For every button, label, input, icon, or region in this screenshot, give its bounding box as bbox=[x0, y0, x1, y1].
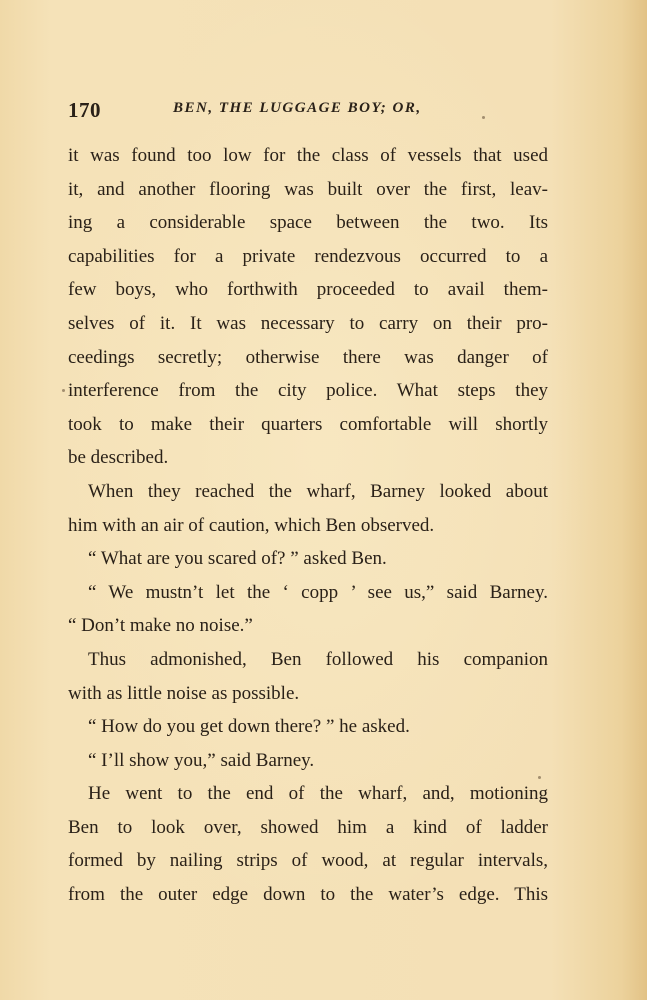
text-line: “ What are you scared of? ” asked Ben. bbox=[88, 548, 387, 570]
text-line: it was found too low for the class of vessels that used bbox=[68, 145, 548, 166]
text-line: selves of it. It was necessary to carry on their pro- bbox=[68, 312, 548, 334]
text-line: Ben to look over, showed him a kind of ladder bbox=[68, 816, 548, 838]
paper-speck bbox=[538, 776, 541, 779]
text-line: with as little noise as possible. bbox=[68, 682, 300, 704]
text-line: from the outer edge down to the water’s edge. This bbox=[68, 884, 548, 906]
text-line: took to make their quarters comfortable will shortly bbox=[68, 413, 548, 435]
text-line: ing a considerable space between the two. Its bbox=[68, 212, 548, 234]
text-line: Thus admonished, Ben followed his companion bbox=[88, 648, 548, 670]
text-line: it, and another flooring was built over the first, leav- bbox=[68, 178, 548, 200]
text-line: formed by nailing strips of wood, at regular intervals, bbox=[68, 850, 548, 872]
text-line: ceedings secretly; otherwise there was danger of bbox=[68, 346, 548, 368]
text-line: interference from the city police. What steps they bbox=[68, 380, 548, 402]
page-number: 170 bbox=[68, 98, 101, 122]
text-line: “ We mustn’t let the ‘ copp ’ see us,” said Barney. bbox=[88, 581, 548, 603]
text-line: “ Don’t make no noise.” bbox=[68, 615, 253, 637]
text-line: him with an air of caution, which Ben observed. bbox=[68, 514, 435, 536]
text-line: When they reached the wharf, Barney looked about bbox=[88, 480, 548, 502]
text-line: He went to the end of the wharf, and, motioning bbox=[88, 783, 548, 805]
text-line: “ I’ll show you,” said Barney. bbox=[88, 749, 315, 771]
page-header bbox=[68, 98, 548, 122]
text-line: be described. bbox=[68, 447, 169, 469]
text-line: few boys, who forthwith proceeded to avail them- bbox=[68, 279, 548, 301]
running-head: BEN, THE LUGGAGE BOY; OR, bbox=[173, 100, 422, 116]
body-text bbox=[68, 139, 548, 912]
text-line: capabilities for a private rendezvous occurred to a bbox=[68, 245, 548, 267]
paper-speck bbox=[62, 389, 65, 392]
paper-speck bbox=[482, 116, 485, 119]
text-line: “ How do you get down there? ” he asked. bbox=[88, 716, 410, 738]
